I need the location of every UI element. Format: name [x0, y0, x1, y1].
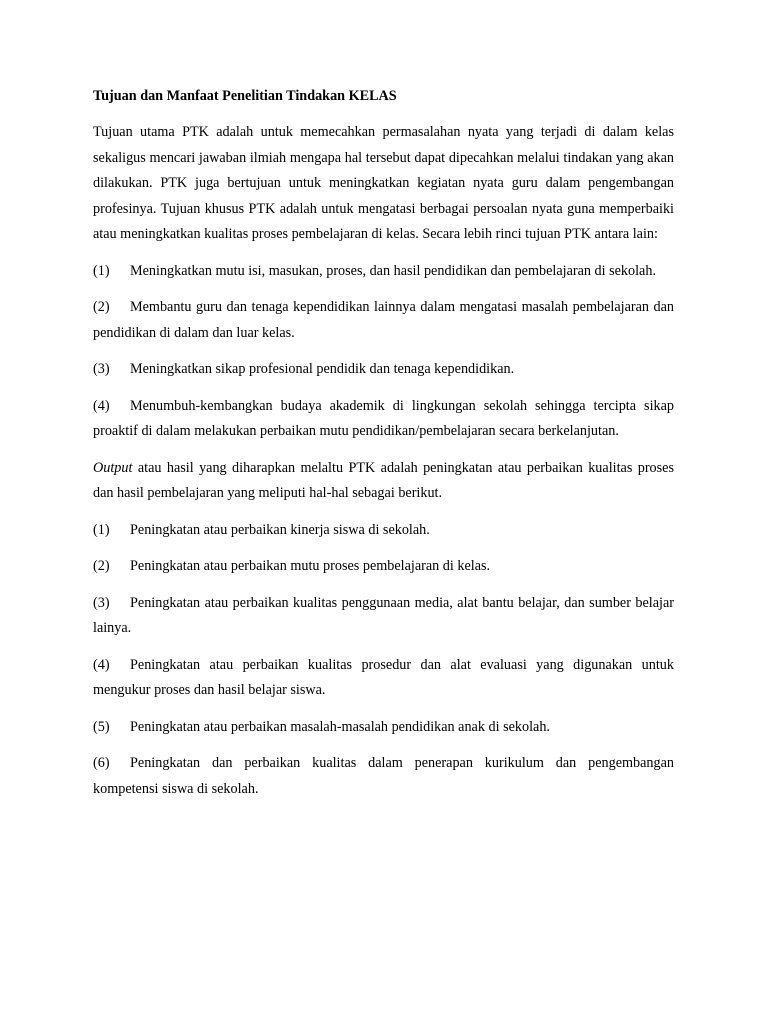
- goal-item: [93, 394, 674, 445]
- output-item: [93, 591, 674, 642]
- goal-text: Membantu guru dan tenaga kependidikan lainnya dalam mengatasi masalah pembelajaran dan pendidikan di dalam dan luar kelas.: [93, 299, 674, 341]
- intro-paragraph: Tujuan utama PTK adalah untuk memecahkan permasalahan nyata yang terjadi di dalam kelas sekaligus mencari jawaban ilmiah mengapa hal tersebut dapat dipecahkan melalui tindakan yang akan dilakukan. PTK juga bertujuan untuk meningkatkan kegiatan nyata guru dalam pengembangan profesinya. Tujuan khusus PTK adalah untuk mengatasi berbagai persoalan nyata guna memperbaiki atau meningkatkan kualitas proses pembelajaran di kelas. Secara lebih rinci tujuan PTK antara lain:: [93, 124, 674, 242]
- output-item: [93, 653, 674, 704]
- output-number: (1): [93, 521, 110, 538]
- output-number: (5): [93, 718, 110, 735]
- output-text: Peningkatan atau perbaikan kualitas penggunaan media, alat bantu belajar, dan sumber belajar lainya.: [93, 594, 674, 636]
- output-item: [93, 554, 674, 580]
- output-description: atau hasil yang diharapkan melaltu PTK adalah peningkatan atau perbaikan kualitas proses dan hasil pembelajaran yang meliputi hal-hal sebagai berikut.: [93, 459, 674, 501]
- output-text: Peningkatan atau perbaikan kinerja siswa di sekolah.: [130, 521, 430, 538]
- goal-item: [93, 295, 674, 346]
- output-item: [93, 518, 674, 544]
- output-number: (4): [93, 656, 110, 673]
- goal-number: (1): [93, 262, 110, 279]
- goal-item: [93, 259, 674, 285]
- output-number: (6): [93, 755, 110, 771]
- document-page: [93, 86, 674, 813]
- output-text: Peningkatan dan perbaikan kualitas dalam penerapan kurikulum dan pengembangan kompetensi siswa di sekolah.: [93, 755, 674, 797]
- output-text: Peningkatan atau perbaikan mutu proses pembelajaran di kelas.: [130, 558, 491, 574]
- goal-text: Meningkatkan mutu isi, masukan, proses, dan hasil pendidikan dan pembelajaran di sekolah.: [130, 262, 656, 279]
- output-text: Peningkatan atau perbaikan kualitas prosedur dan alat evaluasi yang digunakan untuk mengukur proses dan hasil belajar siswa.: [93, 656, 674, 698]
- output-term: Output: [93, 459, 133, 476]
- output-text: Peningkatan atau perbaikan masalah-masalah pendidikan anak di sekolah.: [130, 718, 550, 735]
- output-item: [93, 715, 674, 741]
- goal-text: Menumbuh-kembangkan budaya akademik di lingkungan sekolah sehingga tercipta sikap proaktif di dalam melakukan perbaikan mutu pendidikan/pembelajaran secara berkelanjutan.: [93, 397, 674, 439]
- goal-number: (2): [93, 299, 110, 315]
- output-number: (2): [93, 558, 110, 574]
- output-number: (3): [93, 594, 110, 611]
- output-paragraph: [93, 456, 674, 507]
- goal-text: Meningkatkan sikap profesional pendidik dan tenaga kependidikan.: [130, 361, 515, 377]
- goal-number: (4): [93, 397, 110, 414]
- output-item: [93, 751, 674, 802]
- document-title: Tujuan dan Manfaat Penelitian Tindakan KELAS: [93, 88, 397, 104]
- goal-number: (3): [93, 361, 110, 377]
- goal-item: [93, 357, 674, 383]
